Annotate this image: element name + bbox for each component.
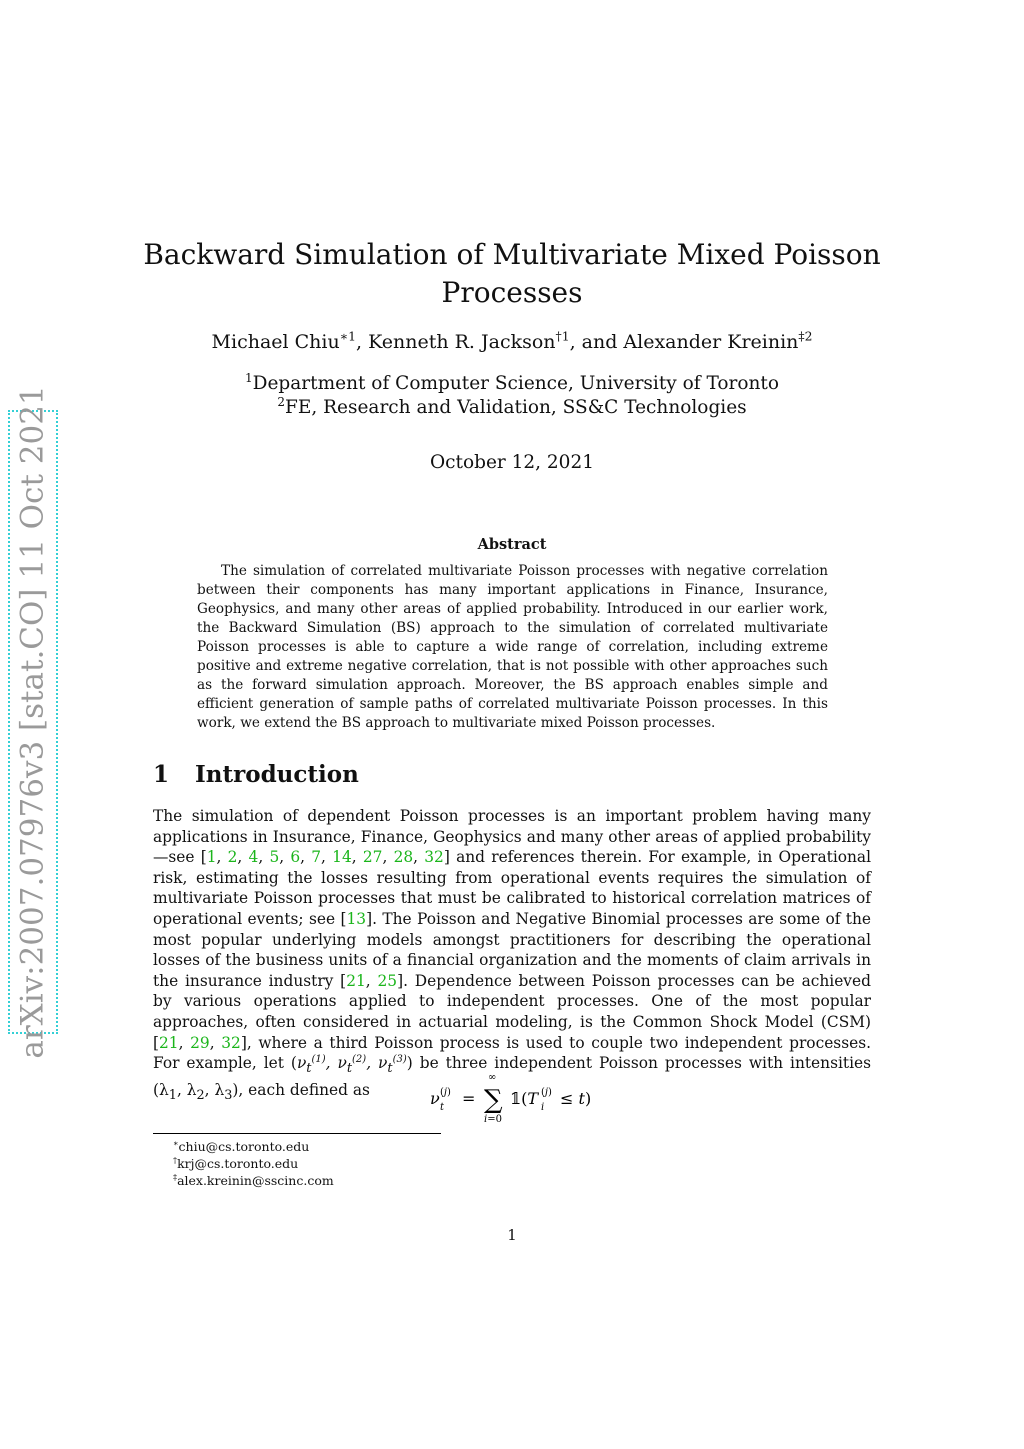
author-mark: ‡2	[798, 329, 813, 344]
citation-link[interactable]: 28	[393, 848, 414, 867]
body-text: ), each defined as	[232, 1080, 370, 1099]
svg-text:i: i	[541, 1102, 545, 1113]
footnote-3: ‡alex.kreinin@sscinc.com	[173, 1171, 334, 1188]
title-line-1: Backward Simulation of Multivariate Mixed Poisson	[143, 238, 881, 271]
affiliation-number: 1	[245, 370, 253, 385]
citation-link[interactable]: 4	[248, 848, 259, 867]
author-mark: ∗1	[339, 329, 356, 344]
section-title: Introduction	[195, 761, 359, 788]
svg-text:∞: ∞	[488, 1072, 497, 1083]
affiliation-2	[0, 394, 1024, 418]
affiliation-text: FE, Research and Validation, SS&C Technologies	[285, 397, 747, 418]
citation-link[interactable]: 2	[227, 848, 238, 867]
author-name: Michael Chiu	[211, 331, 340, 353]
svg-text:(j): (j)	[440, 1087, 451, 1098]
footnote-1: ∗chiu@cs.toronto.edu	[173, 1137, 310, 1154]
author-name: , Kenneth R. Jackson	[355, 331, 556, 353]
title-line-2: Processes	[441, 276, 583, 309]
abstract-heading: Abstract	[477, 536, 547, 553]
author-mark: †1	[555, 329, 570, 344]
author-name: , and Alexander Kreinin	[569, 331, 799, 353]
svg-text:≤ t): ≤ t)	[560, 1089, 592, 1108]
citation-link[interactable]: 21	[346, 971, 366, 990]
citation-link[interactable]: 7	[311, 848, 322, 867]
affiliation-1	[0, 370, 1024, 394]
paper-date: October 12, 2021	[430, 452, 594, 473]
body-text: ] and references therein. For example, in Operational risk, estimating the losses resulting from operational events requires the simulation of multivariate Poisson processes that must be calibrated to historical correlation matrices of operational events; see [	[153, 848, 872, 928]
citation-link[interactable]: 21	[159, 1033, 179, 1052]
body-text: ]. Dependence between Poisson processes can be achieved by various operations applied to independent processes. One of the most popular approaches, often considered in actuarial modeling, is the Common Shock Model (CSM) [	[153, 971, 871, 1052]
citation-link[interactable]: 32	[424, 848, 444, 867]
footnote-email: krj@cs.toronto.edu	[177, 1156, 299, 1171]
paper-title	[0, 236, 1024, 312]
citation-link[interactable]: 14	[332, 848, 352, 867]
section-number: 1	[153, 761, 170, 788]
affiliation-number: 2	[277, 394, 285, 409]
svg-text:i=0: i=0	[484, 1114, 502, 1125]
page-number: 1	[507, 1226, 517, 1244]
svg-text:𝟙(T: 𝟙(T	[510, 1089, 539, 1108]
arxiv-identifier: arXiv:2007.07976v3 [stat.CO] 11 Oct 2021	[15, 385, 51, 1059]
citation-link[interactable]: 25	[377, 971, 398, 990]
citation-link[interactable]: 13	[346, 909, 367, 928]
citation-link[interactable]: 27	[362, 848, 383, 867]
citation-link[interactable]: 1	[206, 848, 217, 867]
arxiv-stamp	[8, 385, 58, 1059]
footnote-divider	[153, 1133, 441, 1134]
citation-link[interactable]: 6	[290, 848, 301, 867]
body-text: The simulation of dependent Poisson processes is an important problem having many applications in Insurance, Finance, Geophysics and many other areas of applied probability—see [	[153, 807, 871, 867]
svg-text:ν: ν	[430, 1089, 440, 1108]
abstract-body: The simulation of correlated multivariate Poisson processes with negative correlation between their components has many important applications in Finance, Insurance, Geophysics, and many other areas of applied probability. Introduced in our earlier work, the Backward Simulation (BS) approach to the simulation of correlated multivariate Poisson processes is able to capture a wide range of correlation, including extreme positive and extreme negative correlation, that is not possible with other approaches such as the forward simulation approach. Moreover, the BS approach enables simple and efficient generation of sample paths of correlated multivariate Poisson processes. In this work, we extend the BS approach to multivariate mixed Poisson processes.	[197, 563, 828, 731]
math-inline: $\nu_t^{(1)}$, $\nu_t^{(2)}$, $\nu_t^{(3)}$	[296, 1054, 407, 1077]
svg-text:∑: ∑	[484, 1085, 503, 1115]
svg-text:(j): (j)	[541, 1087, 552, 1098]
author-list	[0, 331, 1024, 353]
footnote-email: chiu@cs.toronto.edu	[178, 1139, 310, 1154]
footnotes	[173, 1138, 334, 1189]
body-text: ]. The Poisson and Negative Binomial processes are some of the most popular underlying models amongst practitioners for describing the operational losses of the business units of a financial organization and the moments of claim arrivals in the insurance industry [	[153, 909, 871, 990]
section-heading	[153, 761, 359, 788]
citation-link[interactable]: 5	[269, 848, 280, 867]
body-text: ) be three independent Poisson processes with intensities (λ	[153, 1054, 871, 1099]
introduction-paragraph: The simulation of dependent Poisson processes is an important problem having many applications in Insurance, Finance, Geophysics and many other areas of applied probability—see [1, 2, 4, 5, 6, 7, 14, 27, 28, 32] and references therein. For example, in Operational risk, estimating the losses resulting from operational events requires the simulation of multivariate Poisson processes that must be calibrated to historical correlation matrices of operational events; see [13]. The Poisson and Negative Binomial processes are some of the most popular underlying models amongst practitioners for describing the operational losses of the business units of a financial organization and the moments of claim arrivals in the insurance industry [21, 25]. Dependence between Poisson processes can be achieved by various operations applied to independent processes. One of the most popular approaches, often considered in actuarial modeling, is the Common Shock Model (CSM) [21, 29, 32], where a third Poisson process is used to couple two independent processes. For example, let ($\nu_t^{(1)}$, $\nu_t^{(2)}$, $\nu_t^{(3)}$) be three independent Poisson processes with intensities ($\lambda_1$, $\lambda_2$, $\lambda_3$), each defined as	[153, 807, 872, 1103]
citation-link[interactable]: 29	[190, 1033, 210, 1052]
citation-link[interactable]: 32	[221, 1033, 241, 1052]
affiliation-text: Department of Computer Science, University of Toronto	[252, 373, 779, 394]
footnote-2: †krj@cs.toronto.edu	[173, 1154, 299, 1171]
body-text: ], where a third Poisson process is used to couple two independent processes. For example, let (	[153, 1033, 871, 1073]
footnote-email: alex.kreinin@sscinc.com	[177, 1173, 334, 1188]
svg-text:=: =	[462, 1089, 476, 1108]
svg-text:t: t	[440, 1102, 445, 1113]
